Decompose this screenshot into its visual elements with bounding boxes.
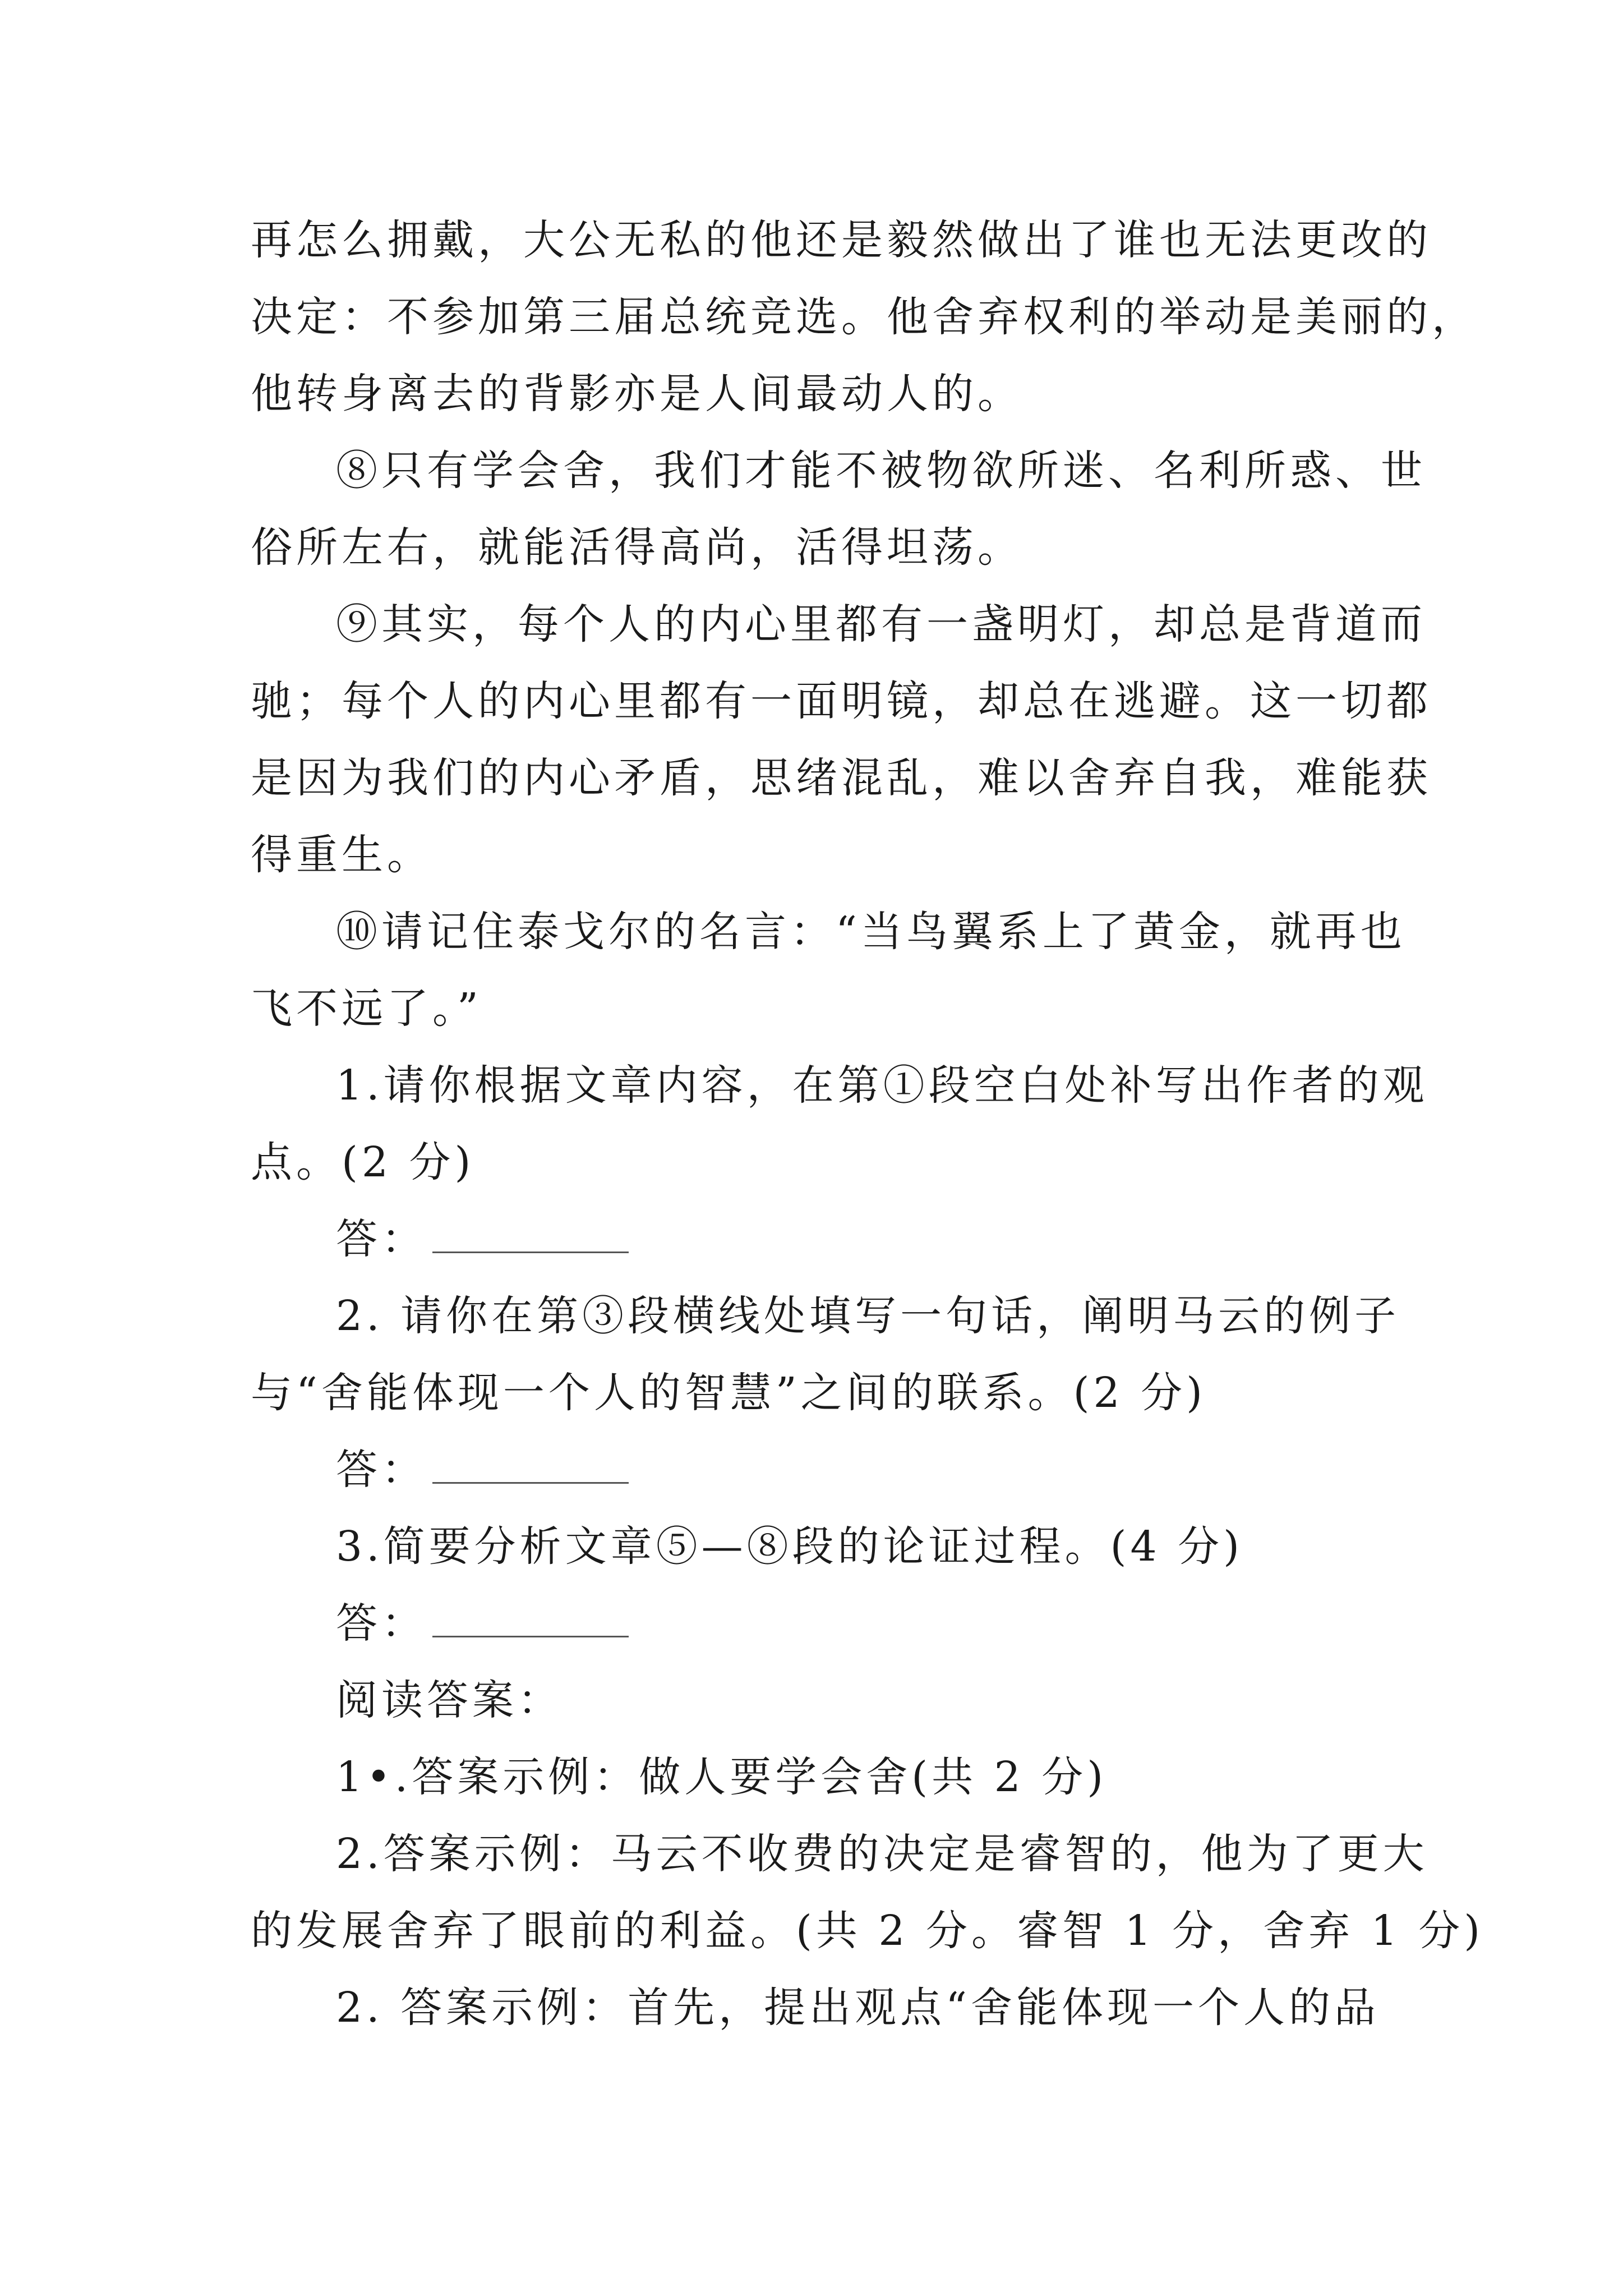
paragraph-10-start: ⑩请记住泰戈尔的名言：“当鸟翼系上了黄金，就再也 [336, 908, 1406, 956]
text-line: 的发展舍弃了眼前的利益。(共 2 分。睿智 1 分，舍弃 1 分) [251, 1907, 1484, 1955]
answer-blank[interactable] [432, 1596, 629, 1637]
answer-3: 2. 答案示例：首先，提出观点“舍能体现一个人的品 [336, 1984, 1380, 2032]
text-line: 与“舍能体现一个人的智慧”之间的联系。(2 分) [251, 1369, 1207, 1417]
answer-line-2 [251, 1432, 1389, 1508]
question-3: 3.简要分析文章⑤—⑧段的论证过程。(4 分) [336, 1522, 1243, 1571]
text-line: 驰；每个人的内心里都有一面明镜，却总在逃避。这一切都 [251, 677, 1432, 725]
document-page [251, 202, 1484, 2046]
question-2: 2. 请你在第③段横线处填写一句话，阐明马云的例子 [336, 1292, 1400, 1340]
text-line: 飞不远了。” [251, 984, 482, 1033]
question-1: 1.请你根据文章内容，在第①段空白处补写出作者的观 [336, 1061, 1428, 1110]
paragraph-8-start: ⑧只有学会舍，我们才能不被物欲所迷、名利所惑、世 [336, 447, 1426, 495]
answer-label: 答： [336, 1446, 427, 1494]
text-line: 得重生。 [251, 831, 432, 879]
answer-blank[interactable] [432, 1443, 629, 1484]
text-line: 点。(2 分) [251, 1138, 475, 1186]
text-line: 是因为我们的内心矛盾，思绪混乱，难以舍弃自我，难能获 [251, 754, 1432, 802]
answers-heading: 阅读答案： [336, 1676, 563, 1724]
answer-blank[interactable] [432, 1212, 629, 1253]
answer-label: 答： [336, 1215, 427, 1263]
answer-2: 2.答案示例：马云不收费的决定是睿智的，他为了更大 [336, 1830, 1428, 1878]
text-line: 俗所左右，就能活得高尚，活得坦荡。 [251, 523, 1023, 572]
text-line: 他转身离去的背影亦是人间最动人的。 [251, 370, 1023, 418]
answer-line-3 [251, 1585, 1389, 1662]
answer-1: 1•.答案示例：做人要学会舍(共 2 分) [336, 1753, 1108, 1801]
paragraph-9-start: ⑨其实，每个人的内心里都有一盏明灯，却总是背道而 [336, 600, 1426, 648]
answer-label: 答： [336, 1599, 427, 1648]
answer-line-1 [251, 1201, 1389, 1278]
text-line: 决定：不参加第三届总统竞选。他舍弃权利的举动是美丽的， [251, 293, 1477, 341]
text-line: 再怎么拥戴，大公无私的他还是毅然做出了谁也无法更改的 [251, 216, 1432, 264]
